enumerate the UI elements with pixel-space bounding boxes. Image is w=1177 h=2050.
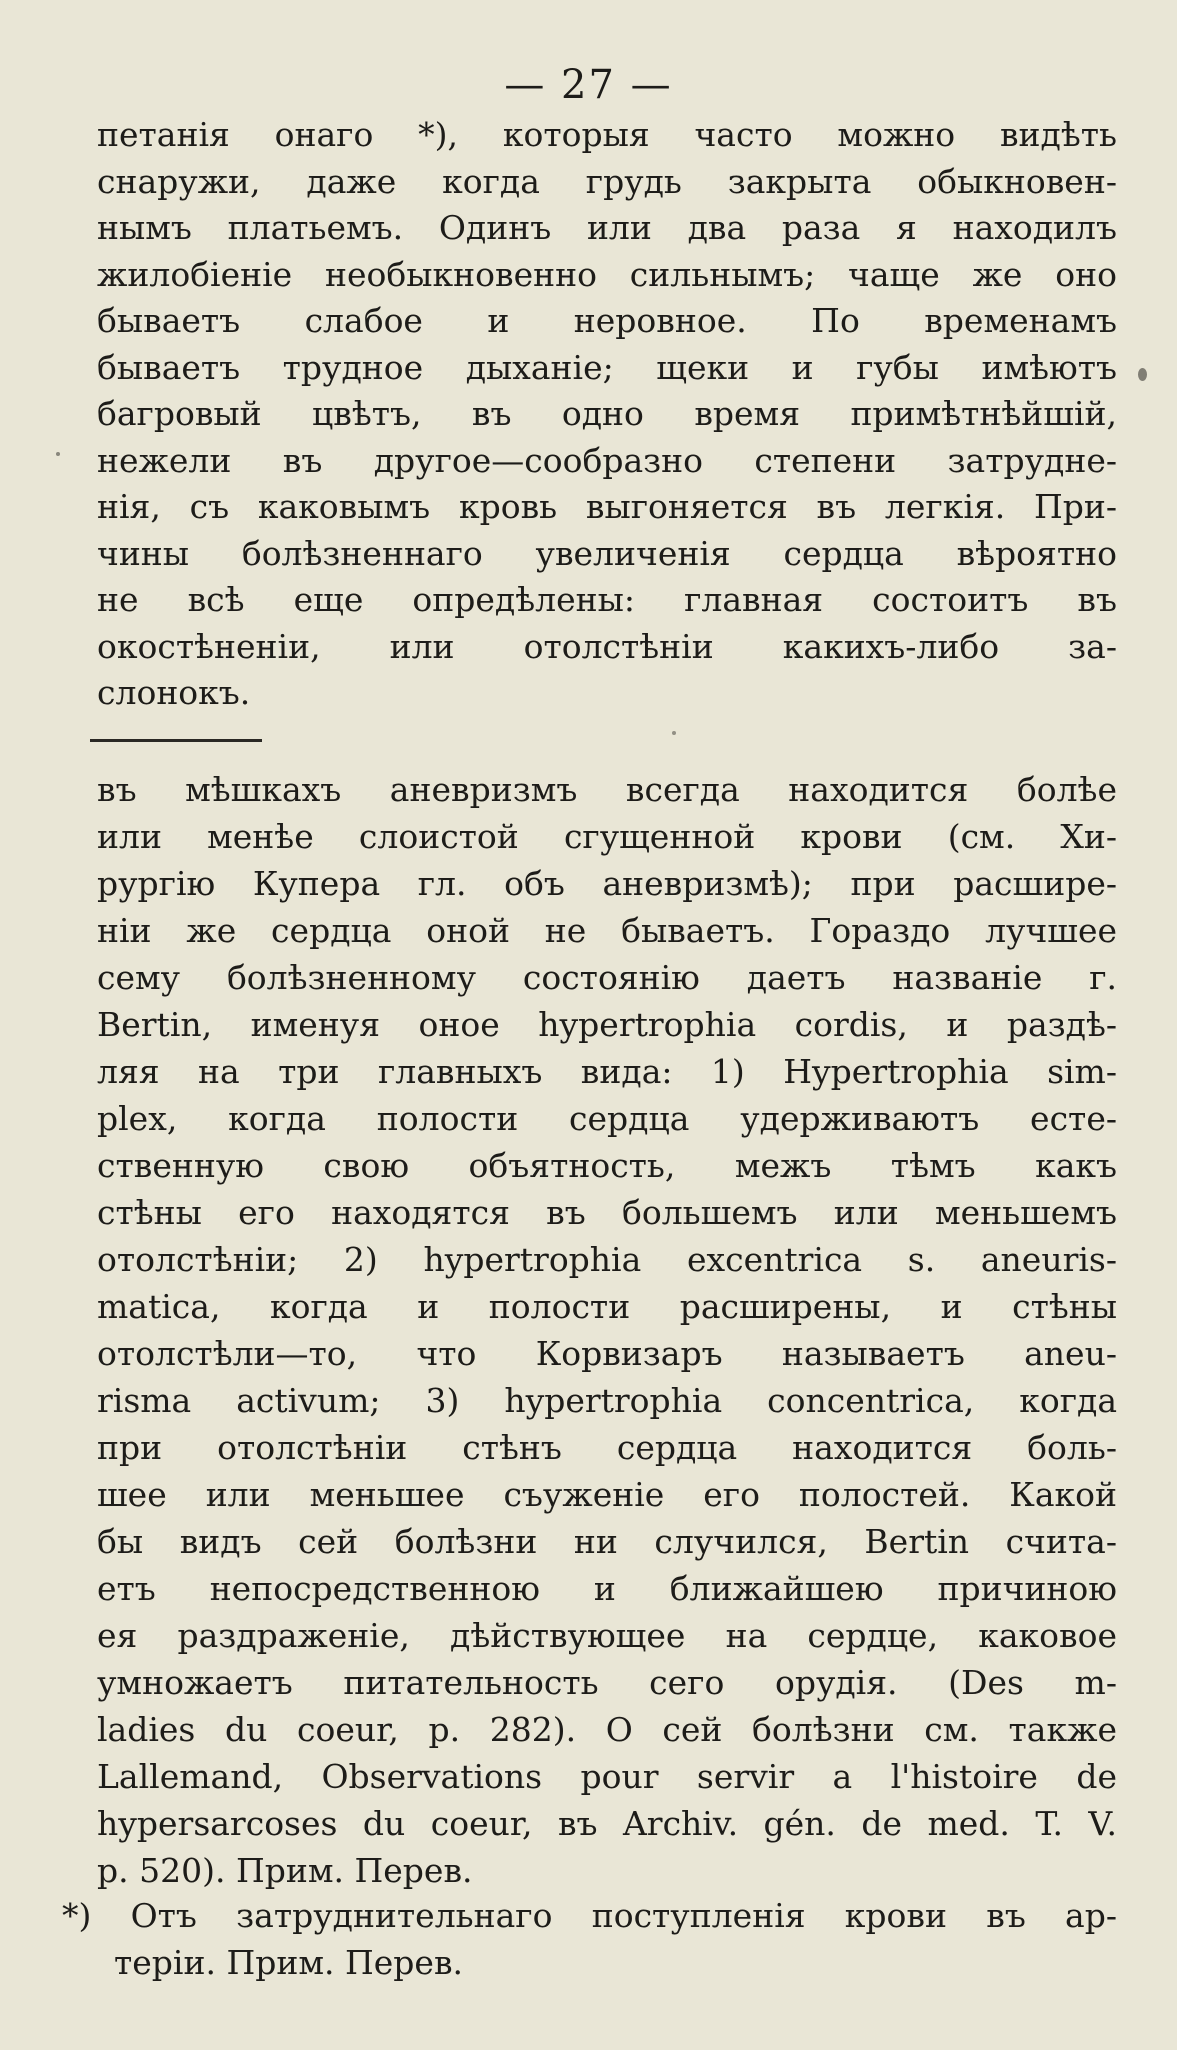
footnote-line: умножаетъ питательность сего орудія. (Des m- xyxy=(97,1663,1117,1702)
footnote-line: risma activum; 3) hypertrophia concentrica, когда xyxy=(97,1381,1117,1420)
footnote-asterisk xyxy=(62,1892,1117,1986)
text-line: окостѣненіи, или отолстѣніи какихъ-либо за- xyxy=(97,626,1117,666)
text-line: не всѣ еще опредѣлены: главная состоитъ въ xyxy=(97,580,1117,619)
page-number: — 27 — xyxy=(504,62,673,108)
ink-speck xyxy=(1138,368,1147,381)
footnote-line: hypersarcoses du coeur, въ Archiv. gén. de med. T. V. xyxy=(97,1804,1117,1843)
text-line: нія, съ каковымъ кровь выгоняется въ легкія. При- xyxy=(97,487,1117,526)
footnote-line: matica, когда и полости расширены, и стѣны xyxy=(97,1287,1117,1326)
footnote-separator xyxy=(90,739,262,742)
text-line: петанія онаго *), которыя часто можно видѣть xyxy=(97,115,1117,154)
footnote-line: етъ непосредственною и ближайшею причиною xyxy=(97,1569,1117,1608)
text-line: нежели въ другое—сообразно степени затрудне- xyxy=(97,440,1117,480)
footnote-line: шее или меньшее съуженіе его полостей. Какой xyxy=(97,1475,1117,1514)
footnote-line: plex, когда полости сердца удерживаютъ есте- xyxy=(97,1099,1117,1138)
footnote-line: сему болѣзненному состоянію даетъ названіе г. xyxy=(97,958,1117,997)
footnote-line: ственную свою объятность, межъ тѣмъ какъ xyxy=(97,1146,1117,1185)
text-line: нымъ платьемъ. Одинъ или два раза я находилъ xyxy=(97,208,1117,247)
footnote-line: теріи. Прим. Перев. xyxy=(114,1943,464,1982)
footnote-line: Bertin, именуя оное hypertrophia cordis, и раздѣ- xyxy=(97,1005,1117,1044)
footnote-line: бы видъ сей болѣзни ни случился, Bertin считa- xyxy=(97,1522,1117,1561)
footnote-line: отолстѣли—то, что Корвизаръ называетъ aneu- xyxy=(97,1334,1117,1373)
footnote-line: ея раздраженіе, дѣйствующее на сердце, каковое xyxy=(97,1616,1117,1655)
footnote-line: ніи же сердца оной не бываетъ. Гораздо лучшее xyxy=(97,911,1117,950)
footnote-line: въ мѣшкахъ аневризмъ всегда находится болѣе xyxy=(97,770,1117,809)
footnote-line: Lallemand, Observations pour servir a l'histoire de xyxy=(97,1757,1117,1796)
footnote-line: стѣны его находятся въ большемъ или меньшемъ xyxy=(97,1193,1117,1232)
footnote-line: рургію Купера гл. объ аневризмѣ); при расшире- xyxy=(97,864,1117,903)
text-line: чины болѣзненнаго увеличенія сердца вѣроятно xyxy=(97,533,1117,573)
text-line: бываетъ трудное дыханіе; щеки и губы имѣютъ xyxy=(97,347,1117,387)
footnote-line: p. 520). Прим. Перев. xyxy=(97,1851,473,1890)
footnote-line: ladies du coeur, p. 282). О сей болѣзни см. также xyxy=(97,1710,1117,1749)
text-line: жилобіеніе необыкновенно сильнымъ; чаще же оно xyxy=(97,254,1117,294)
text-line: багровый цвѣтъ, въ одно время примѣтнѣйшій, xyxy=(97,394,1117,433)
ink-speck xyxy=(672,731,676,735)
footnote-line: или менѣе слоистой сгущенной крови (см. Хи- xyxy=(97,817,1117,856)
footnote-line: при отолстѣніи стѣнъ сердца находится боль- xyxy=(97,1428,1117,1467)
footnote-line: ляя на три главныхъ вида: 1) Hypertrophia sim- xyxy=(97,1052,1117,1091)
text-line: снаружи, даже когда грудь закрыта обыкновен- xyxy=(97,161,1117,201)
main-text xyxy=(97,112,1117,717)
ink-speck xyxy=(56,452,60,456)
footnote-line: отолстѣніи; 2) hypertrophia excentrica s. aneuris- xyxy=(97,1240,1117,1279)
text-line: бываетъ слабое и неровное. По временамъ xyxy=(97,301,1117,340)
footnote-line: *) Отъ затруднительнаго поступленія крови въ ар- xyxy=(62,1896,1117,1935)
footnote-continuation xyxy=(97,766,1117,1894)
text-line: слонокъ. xyxy=(97,673,251,712)
